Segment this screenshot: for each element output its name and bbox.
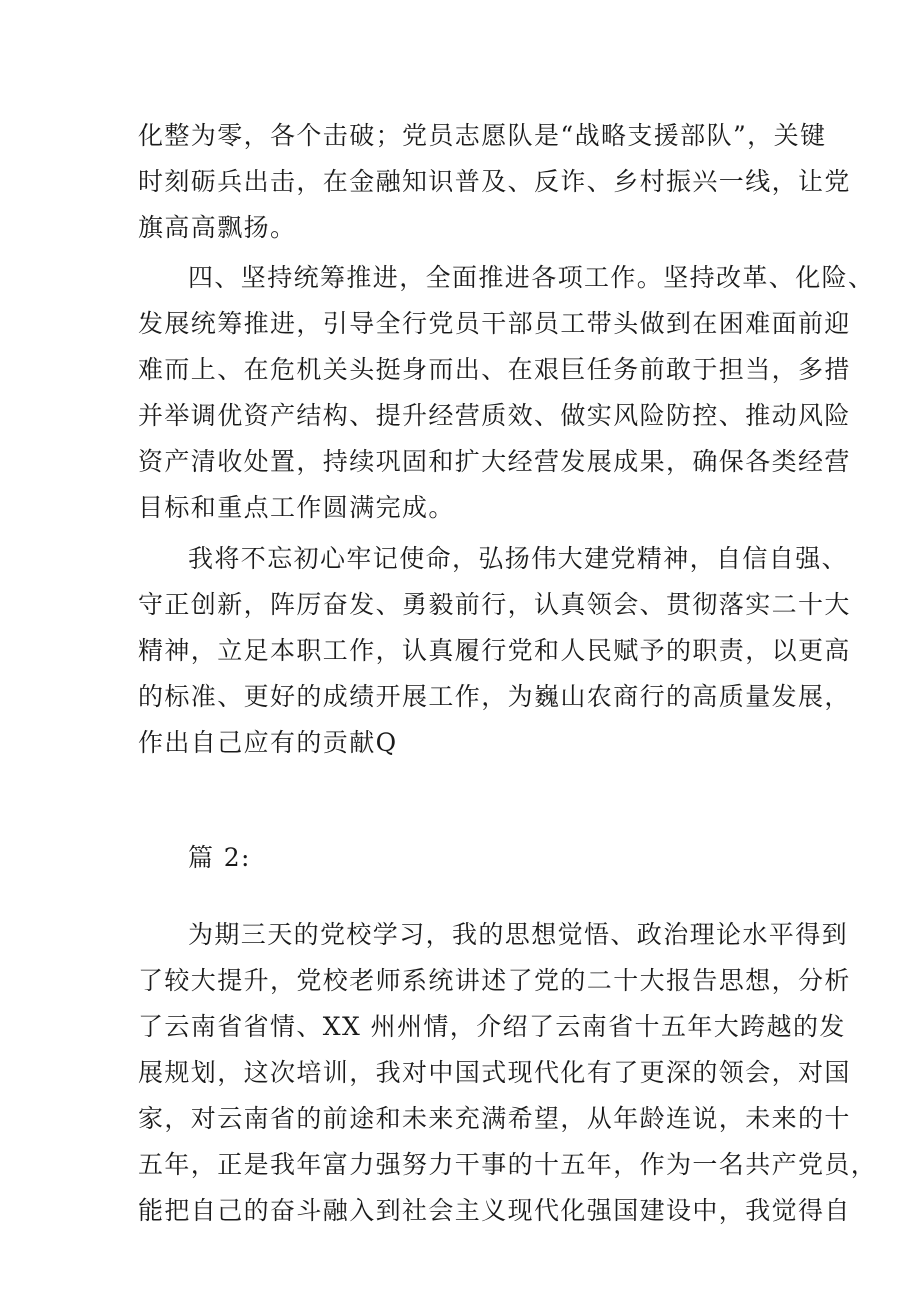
paragraph-line: 发展统筹推进，引导全行党员干部员工带头做到在困难面前迎: [138, 309, 851, 338]
paragraph-4: [138, 912, 878, 1234]
section-heading-text: 篇 2:: [188, 843, 251, 872]
paragraph-line: 了较大提升，党校老师系统讲述了党的二十大报告思想，分析: [138, 966, 851, 995]
paragraph-3: [138, 536, 851, 766]
paragraph-2: [138, 255, 875, 531]
paragraph-line: 为期三天的党校学习，我的思想觉悟、政治理论水平得到: [188, 920, 849, 949]
paragraph-line: 并举调优资产结构、提升经营质效、做实风险防控、推动风险: [138, 401, 851, 430]
paragraph-line: 能把自己的奋斗融入到社会主义现代化强国建设中，我觉得自: [138, 1196, 851, 1225]
paragraph-line: 旗高高飘扬。: [138, 213, 297, 242]
paragraph-line: 了云南省省情、XX 州州情，介绍了云南省十五年大跨越的发: [138, 1012, 846, 1041]
paragraph-line: 化整为零，各个击破；党员志愿队是“战略支援部队”，关键: [138, 121, 827, 150]
paragraph-line: 四、坚持统筹推进，全面推进各项工作。坚持改革、化险、: [188, 263, 875, 292]
paragraph-line: 家，对云南省的前途和未来充满希望，从年龄连说，未来的十: [138, 1104, 851, 1133]
paragraph-line: 的标准、更好的成绩开展工作，为巍山农商行的高质量发展，: [138, 682, 851, 711]
paragraph-line: 目标和重点工作圆满完成。: [138, 493, 455, 522]
paragraph-line: 精神，立足本职工作，认真履行党和人民赋予的职责，以更高: [138, 636, 851, 665]
section-heading: [138, 835, 798, 881]
paragraph-line: 难而上、在危机关头挺身而出、在艰巨任务前敢于担当，多措: [138, 355, 851, 384]
paragraph-line: 作出自己应有的贡献Q: [138, 728, 398, 757]
paragraph-1: [138, 113, 851, 251]
paragraph-line: 资产清收处置，持续巩固和扩大经营发展成果，确保各类经营: [138, 447, 851, 476]
paragraph-line: 守正创新，阵厉奋发、勇毅前行，认真领会、贯彻落实二十大: [138, 590, 851, 619]
paragraph-line: 展规划，这次培训，我对中国式现代化有了更深的领会，对国: [138, 1058, 851, 1087]
paragraph-line: 我将不忘初心牢记使命，弘扬伟大建党精神，自信自强、: [188, 544, 849, 573]
paragraph-line: 五年，正是我年富力强努力干事的十五年，作为一名共产党员，: [138, 1150, 878, 1179]
paragraph-line: 时刻砺兵出击，在金融知识普及、反诈、乡村振兴一线，让党: [138, 167, 851, 196]
